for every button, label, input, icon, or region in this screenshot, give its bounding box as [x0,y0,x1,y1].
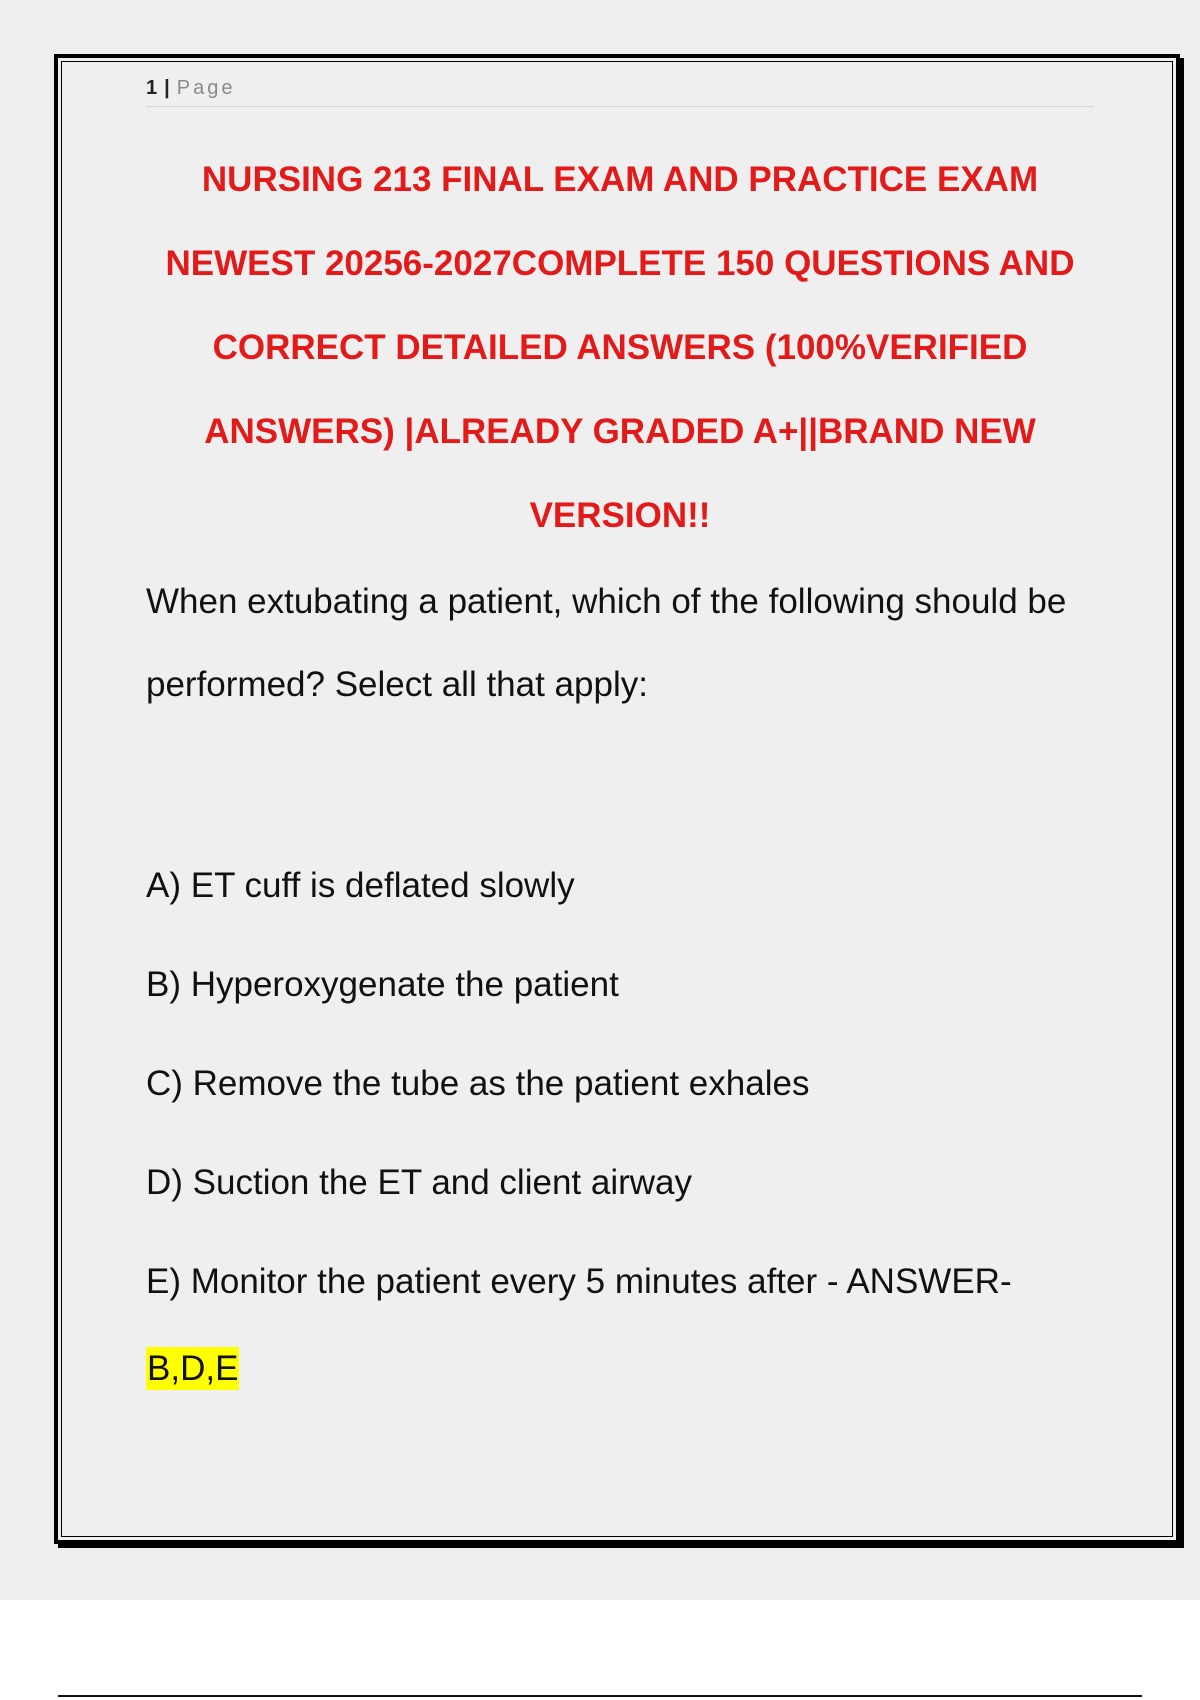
option-b: B) Hyperoxygenate the patient [146,965,619,1004]
option-c: C) Remove the tube as the patient exhales [146,1064,810,1103]
option-d: D) Suction the ET and client airway [146,1163,693,1202]
page-label: Page [176,77,236,99]
page-number: 1 [146,77,161,99]
next-page-divider [58,1695,1142,1697]
highlighted-answer: B,D,E [147,1349,239,1388]
answer-line [146,1327,239,1410]
document-title: NURSING 213 FINAL EXAM AND PRACTICE EXAM NEWEST 20256-2027COMPLETE 150 QUESTIONS AND CORRECT DETAILED ANSWERS (100%VERIFIED ANSWERS) |ALREADY GRADED A+||BRAND NEW VERSION!! [165,160,1075,535]
page-separator: | [164,77,173,99]
question-text: When extubating a patient, which of the following should be performed? Select all that apply: [146,582,1067,704]
option-a: A) ET cuff is deflated slowly [146,866,575,905]
option-e: E) Monitor the patient every 5 minutes after - ANSWER- [146,1262,1012,1301]
answer-options [146,844,1106,1339]
page-header [146,74,1094,107]
